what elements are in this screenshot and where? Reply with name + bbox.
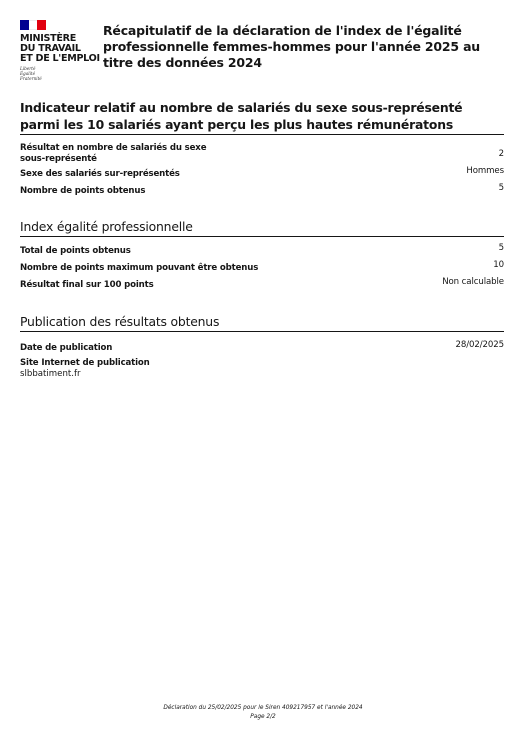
indicator-section — [20, 99, 504, 197]
indicator-row-points — [20, 183, 504, 197]
motto-line: Égalité — [20, 70, 36, 76]
row-label: Nombre de points maximum pouvant être obtenus — [20, 263, 259, 273]
publication-row-date — [20, 340, 504, 354]
publication-section-title: Publication des résultats obtenus — [20, 313, 504, 332]
ministry-line: DU TRAVAIL — [20, 43, 81, 54]
row-label: Nombre de points obtenus — [20, 186, 146, 196]
row-label: Sexe des salariés sur-représentés — [20, 169, 180, 179]
row-label — [20, 143, 504, 165]
index-row-final — [20, 277, 504, 291]
indicator-row-sex — [20, 166, 504, 180]
indicator-row-result — [20, 143, 504, 165]
publication-site: slbbatiment.fr — [20, 369, 81, 379]
index-section-title: Index égalité professionnelle — [20, 218, 504, 237]
motto-line: Liberté — [20, 66, 36, 71]
ministry-logo — [20, 20, 100, 81]
row-label-line: Résultat en nombre de salariés du sexe — [20, 143, 207, 153]
page-footer — [0, 704, 526, 722]
footer-page-number: Page 2/2 — [250, 714, 276, 720]
row-value: 5 — [498, 183, 504, 193]
indicator-section-title: Indicateur relatif au nombre de salariés du sexe sous-représenté parmi les 10 salariés ayant perçu les plus hautes rémunératons — [20, 99, 504, 135]
row-label: Site Internet de publication — [20, 358, 150, 368]
publication-date: 28/02/2025 — [455, 340, 504, 350]
row-label: Résultat final sur 100 points — [20, 280, 154, 290]
row-value: Hommes — [466, 166, 504, 176]
publication-row-site — [20, 358, 504, 380]
ministry-name — [20, 34, 100, 64]
row-value: Non calculable — [442, 277, 504, 287]
row-value: 10 — [493, 260, 504, 270]
index-row-max — [20, 260, 504, 274]
row-value: 2 — [498, 149, 504, 159]
index-section — [20, 218, 504, 291]
ministry-line: MINISTÈRE — [20, 33, 76, 44]
row-label: Date de publication — [20, 343, 113, 353]
publication-section — [20, 313, 504, 380]
index-row-total — [20, 243, 504, 257]
row-label: Total de points obtenus — [20, 246, 131, 256]
document-header — [20, 20, 506, 80]
ministry-line: ET DE L'EMPLOI — [20, 53, 100, 64]
motto-line: Fraternité — [20, 75, 42, 81]
row-value: 5 — [498, 243, 504, 253]
french-flag-icon — [20, 20, 46, 30]
footer-declaration: Déclaration du 25/02/2025 pour le Siren 409217957 et l'année 2024 — [163, 705, 363, 711]
republic-motto — [20, 67, 100, 81]
document-title: Récapitulatif de la déclaration de l'index de l'égalité professionnelle femmes-hommes pour l'année 2025 au titre des données 2024 — [103, 23, 480, 70]
row-label-line: sous-représenté — [20, 154, 97, 164]
